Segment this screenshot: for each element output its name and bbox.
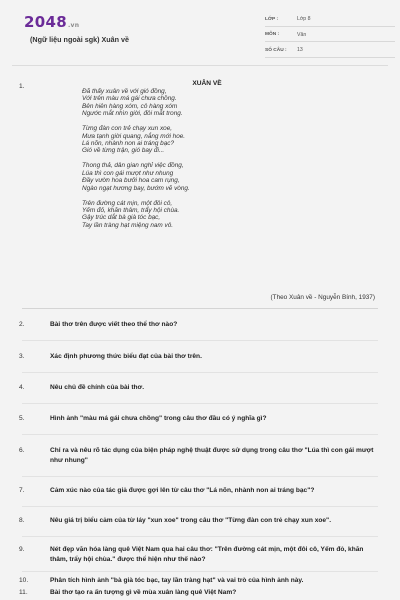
meta-label: MÔN : — [265, 32, 280, 38]
divider — [22, 571, 378, 572]
logo-suffix: .vn — [67, 22, 80, 29]
question-text: Nêu giá trị biểu cảm của từ láy "xun xoe" trong câu thơ "Từng đàn con trẻ chạy xun xoe". — [50, 517, 332, 524]
poem-line: Yếm đỏ, khăn thâm, trẩy hội chùa. — [82, 207, 180, 215]
meta-value: Văn — [297, 31, 307, 38]
meta-label: LỚP : — [265, 16, 279, 22]
question-text: Chỉ ra và nêu rõ tác dụng của biện pháp nghệ thuật được sử dụng trong câu thơ "Lúa thì con gái mượt như nhung" — [50, 447, 374, 464]
poem-stanza — [82, 162, 322, 192]
poem-line: Trên đường cát mịn, một đôi cô, — [82, 199, 173, 207]
divider — [22, 403, 378, 404]
question-text: Cảm xúc nào của tác giả được gợi lên từ câu thơ "Lá nõn, nhành non ai tráng bạc"? — [50, 487, 315, 494]
poem-line: Thong thả, dân gian nghỉ việc đồng, — [82, 162, 184, 170]
divider — [22, 536, 378, 537]
meta-row-question-count — [265, 44, 395, 58]
question-number: 10. — [19, 577, 29, 584]
question-number: 3. — [19, 353, 25, 360]
divider — [22, 506, 378, 507]
question-text: Nét đẹp văn hóa làng quê Việt Nam qua hai câu thơ: "Trên đường cát mịn, một đôi cô, Yếm đỏ, khăn thâm, trẩy hội chùa." được thể hiện như thế nào? — [50, 546, 364, 563]
poem-line: Tay lần tràng hạt miệng nam vô. — [82, 221, 174, 229]
divider — [22, 340, 378, 341]
poem-line: Bên hiên hàng xóm, cô hàng xóm — [82, 102, 178, 110]
question-text: Nêu chủ đề chính của bài thơ. — [50, 384, 145, 391]
question-number: 1. — [19, 83, 25, 90]
poem-line: Gió về từng trận, gió bay đi... — [82, 147, 165, 155]
meta-value: 13 — [297, 47, 303, 54]
poem-line: Đã thấy xuân về với gió đồng, — [82, 88, 167, 95]
poem-line: Lá nõn, nhành non ai tráng bạc? — [82, 140, 175, 148]
poem-source: (Theo Xuân về - Nguyễn Bính, 1937) — [270, 294, 375, 301]
question-text: Phân tích hình ảnh "bà già tóc bạc, tay lần tràng hạt" và vai trò của hình ảnh này. — [50, 577, 304, 584]
question-number: 2. — [19, 321, 25, 328]
question-text: Hình ảnh "màu má gái chưa chồng" trong câu thơ đầu có ý nghĩa gì? — [50, 415, 267, 422]
question-number: 9. — [19, 546, 25, 553]
question-number: 7. — [19, 487, 25, 494]
question-text: Xác định phương thức biểu đạt của bài thơ trên. — [50, 353, 202, 360]
site-logo[interactable] — [24, 13, 79, 31]
question-number: 11. — [19, 589, 28, 596]
divider — [22, 372, 378, 373]
question-number: 5. — [19, 415, 25, 422]
meta-value: Lớp 8 — [297, 16, 311, 23]
document-title: (Ngữ liệu ngoài sgk) Xuân về — [30, 35, 130, 44]
poem-line: Đầy vườn hoa bưởi hoa cam rụng, — [82, 177, 180, 185]
poem-stanza — [82, 125, 322, 155]
poem-line: Ngước mắt nhìn giời, đôi mắt trong. — [82, 110, 183, 118]
poem-line: Lúa thì con gái mượt như nhung — [82, 169, 174, 177]
poem-title: XUÂN VỀ — [192, 80, 222, 87]
poem-line: Từng đàn con trẻ chạy xun xoe, — [82, 125, 173, 133]
question-text: Bài thơ tạo ra ấn tượng gì về mùa xuân làng quê Việt Nam? — [50, 589, 237, 596]
divider — [22, 476, 378, 477]
poem-line: Gậy trúc dắt bà già tóc bạc, — [82, 214, 161, 222]
divider — [22, 434, 378, 435]
question-number: 6. — [19, 447, 25, 454]
poem-line: Mưa tạnh giời quang, nắng mới hoe. — [82, 132, 186, 140]
question-number: 4. — [19, 384, 25, 391]
question-text: Bài thơ trên được viết theo thể thơ nào? — [50, 321, 178, 328]
header — [12, 0, 388, 66]
question-number: 8. — [19, 517, 25, 524]
poem-line: Ngào ngạt hương bay, bướm vẽ vòng. — [82, 184, 190, 192]
poem-line: Với trên màu má gái chưa chồng. — [82, 95, 177, 103]
document-meta — [265, 13, 395, 60]
divider — [22, 308, 378, 309]
poem-stanza — [82, 200, 322, 230]
meta-row-subject — [265, 29, 395, 43]
poem-block — [82, 80, 322, 237]
meta-row-class — [265, 13, 395, 27]
logo-text: 2048 — [24, 13, 67, 31]
poem-stanza — [82, 88, 322, 118]
meta-label: SỐ CÂU : — [265, 47, 287, 53]
